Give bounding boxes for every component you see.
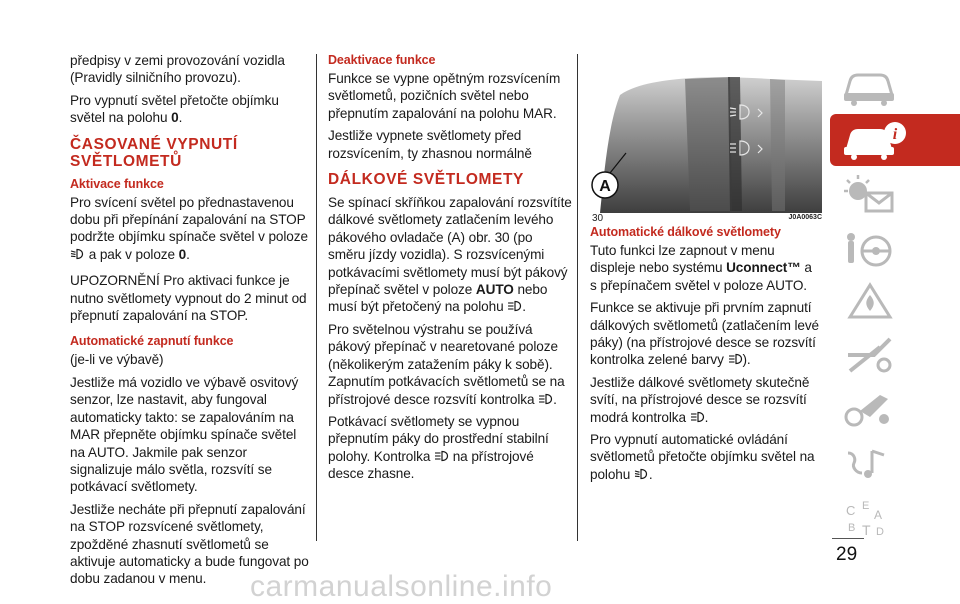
text: . — [704, 409, 709, 425]
figure-number: 30 — [592, 213, 604, 224]
paragraph — [590, 374, 820, 426]
tab-multimedia[interactable] — [830, 438, 960, 490]
paragraph — [590, 431, 820, 483]
high-beam-icon — [690, 411, 705, 423]
paragraph: Jestliže má vozidlo ve výbavě osvitový senzor, lze nastavit, aby fungoval automaticky takto: se zapalováním na MAR přepněte objímku spínače světel na AUTO. Jakmile pak senzor signalizuje málo světla, rozsvítí se potkávací světlomety. — [70, 374, 299, 495]
paragraph: Jestliže vypnete světlomety před rozsvícením, ty zhasnou normálně — [328, 128, 532, 161]
paragraph — [328, 194, 573, 316]
warning-triangle-icon — [840, 281, 900, 323]
svg-text:i: i — [892, 126, 898, 143]
page-number: 29 — [836, 544, 858, 565]
svg-text:D: D — [876, 526, 884, 538]
page-number-rule — [832, 538, 864, 539]
right-column — [590, 224, 820, 488]
paragraph: (je-li ve výbavě) — [70, 352, 164, 368]
car-info-icon — [840, 119, 910, 161]
text: . — [522, 299, 526, 315]
text: na přístrojové desce zhasne. — [328, 448, 534, 482]
paragraph: Funkce se vypne opětným rozsvícením světlometů, pozičních světel nebo přepnutím zapalování na polohu MAR. — [328, 71, 561, 121]
svg-text:A: A — [874, 508, 883, 522]
tab-vehicle-info[interactable] — [830, 114, 960, 166]
text: nebo musí být přetočený na polohu — [328, 282, 548, 315]
text: Pro svícení světel po přednastavenou dobu při přepínání zapalování na STOP podržte objímku spínače světel v poloze — [70, 194, 308, 245]
position-label: 0 — [178, 246, 187, 262]
text: Se spínací skříňkou zapalování rozsvítíte dálkové světlomety zatlačením levého pákového ovladače (A) obr. 30 (po směru jízdy vozidla). S rozsvícenými potkávacími světlomety musí být pákový přepínač světel v poloze — [328, 195, 572, 298]
index-icon — [840, 497, 900, 539]
low-beam-icon — [70, 248, 85, 260]
paragraph: předpisy v zemi provozování vozidla (Pravidly silničního provozu). — [70, 53, 285, 86]
text: Tuto funkci lze zapnout v menu displeje nebo systému — [590, 243, 775, 276]
tab-warning-lights[interactable] — [830, 168, 960, 220]
tab-index[interactable] — [830, 492, 960, 544]
stalk-figure — [590, 65, 822, 213]
high-beam-icon — [538, 393, 553, 405]
tab-dashboard[interactable] — [830, 60, 960, 112]
tab-service[interactable] — [830, 330, 960, 382]
svg-text:C: C — [846, 503, 856, 518]
high-beam-icon — [507, 300, 522, 312]
paragraph: UPOZORNĚNÍ Pro aktivaci funkce je nutno světlomety vypnout do 2 minut od přepnutí zapalování na STOP. — [70, 273, 307, 324]
text: . — [648, 466, 653, 482]
low-beam-icon — [634, 468, 649, 480]
column-divider — [577, 54, 578, 541]
column-divider — [316, 54, 317, 541]
watermark: carmanualsonline.info — [250, 570, 553, 603]
callout-label: A — [599, 178, 611, 195]
text: Pro světelnou výstrahu se používá pákový přepínač v nearetované poloze (několikerým zatažením páky k sobě). Zapnutím potkávacích světlometů se na přístrojové desce rozsvítí kontrolka — [328, 321, 565, 407]
paragraph — [590, 242, 820, 294]
position-label: AUTO — [475, 282, 514, 298]
auto-high-beam-icon — [728, 353, 743, 365]
paragraph — [70, 194, 310, 264]
text: a pak v poloze — [88, 246, 175, 262]
section-heading: ČASOVANÉ VYPNUTÍ SVĚTLOMETŮ — [70, 135, 238, 170]
service-wrench-icon — [840, 335, 900, 377]
text: Jestliže dálkové světlomety skutečně svítí, na přístrojové desce se rozsvítí modrá kontrolka — [590, 374, 810, 425]
technical-data-icon — [840, 389, 900, 431]
light-stalk-illustration — [590, 65, 822, 213]
paragraph — [328, 321, 573, 408]
figure-code: J0A0063C — [788, 214, 822, 221]
text: Pro vypnutí světel přetočte objímku světel na polohu — [70, 92, 279, 126]
middle-column — [328, 52, 573, 488]
svg-text:T: T — [862, 522, 871, 538]
text: ). — [742, 352, 751, 368]
text: Potkávací světlomety se vypnou přepnutím páky do prostřední stabilní polohy. Kontrolka — [328, 413, 549, 464]
section-heading: DÁLKOVÉ SVĚTLOMETY — [328, 171, 524, 189]
subheading: Deaktivace funkce — [328, 53, 436, 67]
brand-name: Uconnect™ — [726, 260, 801, 276]
high-beam-icon — [434, 450, 449, 462]
text: . — [553, 391, 557, 407]
text: Funkce se aktivuje při prvním zapnutí dálkových světlometů (zatlačením levé páky) (na přístrojové desce se rozsvítí kontrolka zelené barvy — [590, 300, 820, 368]
light-warning-icon — [840, 173, 900, 215]
paragraph — [590, 299, 820, 369]
text: Pro vypnutí automatické ovládání světlometů přetočte objímku světel na polohu — [590, 432, 815, 482]
subheading: Automatické zapnutí funkce — [70, 334, 234, 349]
text: . — [178, 110, 183, 126]
chapter-tabs — [830, 60, 960, 546]
paragraph: Jestliže necháte při přepnutí zapalování na STOP rozsvícené světlomety, zpožděné zhasnutí světlometů se aktivuje automaticky a bude fungovat po dobu zadanou v menu. — [70, 501, 309, 587]
svg-text:E: E — [862, 500, 870, 512]
subheading: Automatické dálkové světlomety — [590, 225, 781, 239]
text: a s přepínačem světel v poloze AUTO. — [590, 260, 812, 293]
left-column — [70, 52, 310, 593]
tab-emergency[interactable] — [830, 276, 960, 328]
steering-safety-icon — [840, 227, 900, 269]
paragraph — [70, 92, 310, 127]
paragraph — [328, 413, 573, 483]
position-label: 0 — [171, 110, 179, 126]
car-dashboard-icon — [840, 65, 900, 107]
multimedia-icon — [840, 443, 900, 485]
tab-safety[interactable] — [830, 222, 960, 274]
text: . — [186, 246, 190, 262]
tab-technical-data[interactable] — [830, 384, 960, 436]
svg-text:B: B — [848, 522, 856, 534]
subheading: Aktivace funkce — [70, 176, 164, 191]
